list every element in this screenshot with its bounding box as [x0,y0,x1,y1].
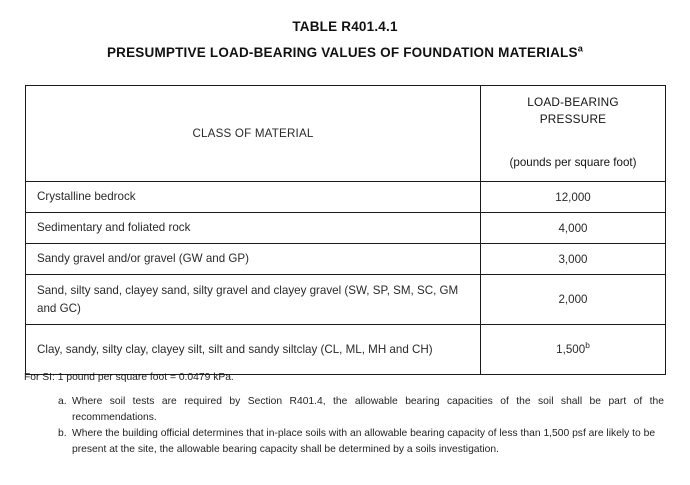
title-block [0,0,690,63]
footnote-item-a [24,394,666,425]
footnote-text-a: Where soil tests are required by Section R401.4, the allowable bearing capacities of the soil shall be part of the recommendations. [72,396,664,423]
pressure-header-line-2: PRESSURE [539,112,607,126]
pressure-header-line-1: LOAD-BEARING [527,95,619,109]
footnote-list [24,394,666,457]
cell-pressure [481,275,666,325]
table-row [26,244,666,275]
cell-material: Sedimentary and foliated rock [26,213,481,244]
table-row [26,182,666,213]
pressure-header-title [527,94,619,128]
cell-material: Sand, silty sand, clayey sand, silty gravel and clayey gravel (SW, SP, SM, SC, GM and GC) [26,275,481,325]
table-header [26,86,666,182]
cell-pressure [481,244,666,275]
cell-pressure-value: 4,000 [558,221,588,235]
cell-material: Clay, sandy, silty clay, clayey silt, silt and sandy siltclay (CL, ML, MH and CH) [26,325,481,375]
load-bearing-values-table-container [25,85,665,375]
footnotes-section [24,371,666,458]
cell-pressure-footnote-marker: b [585,340,590,351]
pressure-header-units: (pounds per square foot) [509,156,637,169]
cell-pressure-value: 1,500 [556,343,586,356]
cell-material: Sandy gravel and/or gravel (GW and GP) [26,244,481,275]
footnote-text-b: Where the building official determines that in-place soils with an allowable bearing capacity of less than 1,500 psf are likely to be present at the site, the allowable bearing capacity shall be determined by a soils investigation. [72,428,656,455]
table-row [26,275,666,325]
table-row [26,213,666,244]
column-header-load-bearing-pressure [481,86,666,182]
cell-pressure-value: 3,000 [558,252,588,266]
si-conversion-note: For SI: 1 pound per square foot = 0.0479 kPa. [24,372,234,383]
cell-pressure-value: 12,000 [555,190,591,204]
table-body [26,182,666,375]
table-caption-text: PRESUMPTIVE LOAD-BEARING VALUES OF FOUNDATION MATERIALS [106,45,578,60]
footnote-marker-b: b. [58,428,67,439]
cell-pressure-value: 2,000 [558,293,588,306]
table-caption-title [0,43,690,63]
load-bearing-values-table [25,85,666,375]
table-header-row [26,86,666,182]
table-number-title: TABLE R401.4.1 [292,19,398,34]
footnote-item-b [24,426,666,457]
footnote-marker-a: a. [58,396,67,407]
cell-material: Crystalline bedrock [26,182,481,213]
cell-pressure [481,182,666,213]
column-header-class-of-material: CLASS OF MATERIAL [26,86,481,182]
title-footnote-marker-a: a [577,43,584,54]
pressure-header-inner [481,86,665,179]
cell-pressure [481,325,666,375]
cell-pressure [481,213,666,244]
table-row [26,325,666,375]
